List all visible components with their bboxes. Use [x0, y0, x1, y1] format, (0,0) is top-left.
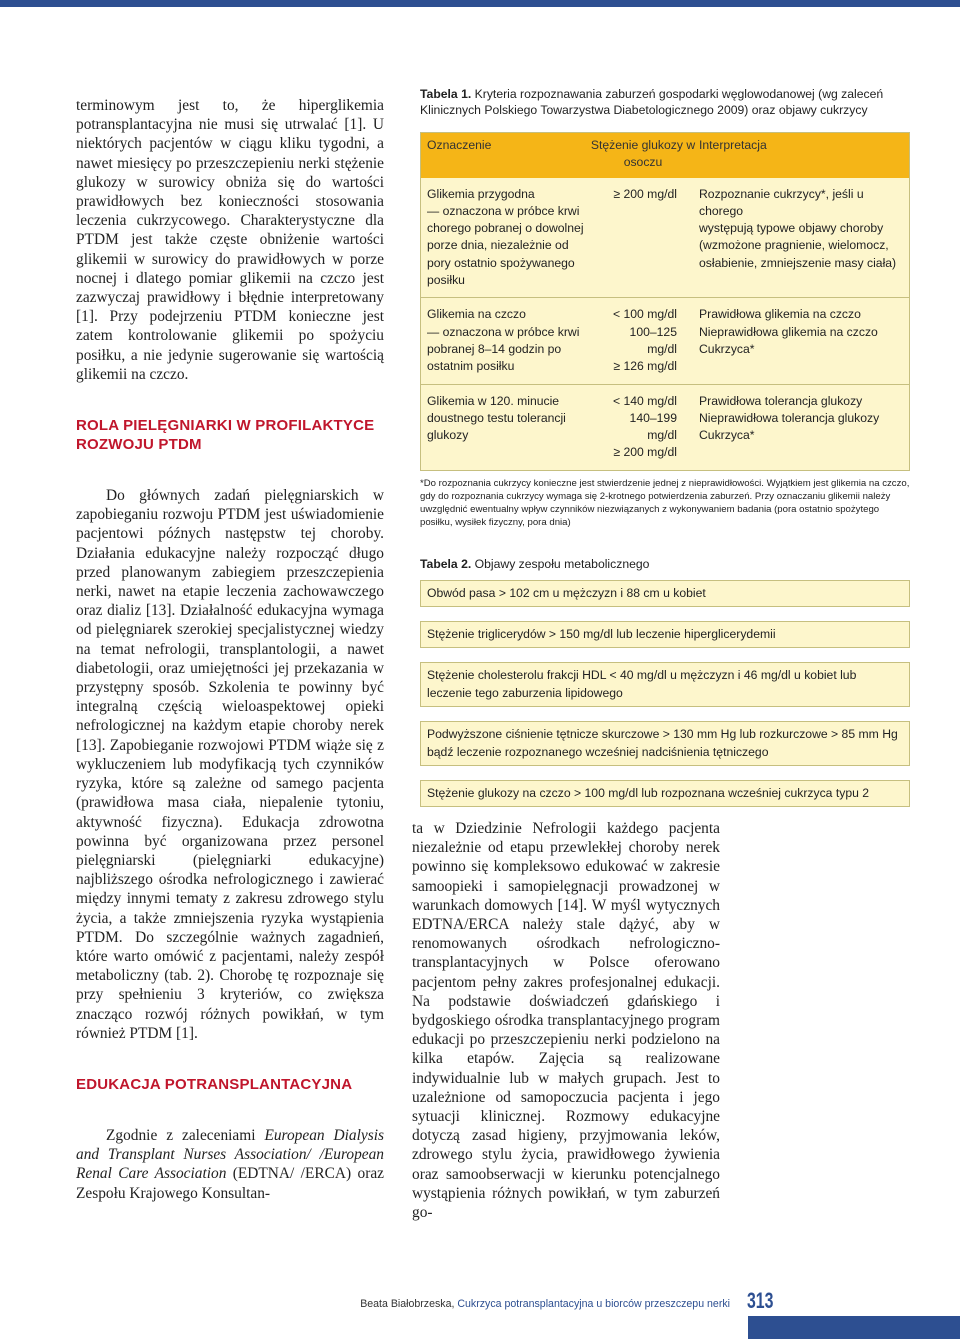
table1-cell-line: (wzmożone pragnienie, wielomocz,: [699, 238, 889, 253]
table1-cell-line: < 100 mg/dl: [612, 307, 677, 322]
table1-cell-line: Rozpoznanie cukrzycy*, jeśli u chorego: [699, 186, 864, 218]
table1-cell-line: Glikemia na czczo: [427, 307, 526, 322]
table1-cell-line: 140–199 mg/dl: [629, 410, 677, 443]
right-column-text: [412, 819, 720, 1222]
body-paragraph-3: [76, 1126, 384, 1203]
table1-cell-line: — oznaczona w próbce krwi: [427, 203, 580, 218]
footer-article-title: Cukrzyca potransplantacyjna u biorców przeszczepu nerki: [457, 1298, 730, 1310]
table1-cell-line: chorego pobranej o dowolnej: [427, 221, 584, 236]
section-heading-nurse-role: ROLA PIELĘGNIARKI W PROFILAKTYCE ROZWOJU PTDM: [76, 417, 375, 454]
table1-cell-line: ostatnim posiłku: [427, 359, 515, 374]
table1-body: [421, 178, 909, 470]
table1-cell-line: ≥ 126 mg/dl: [613, 359, 677, 374]
table1-cell-line: Glikemia w 120. minucie: [427, 393, 560, 408]
table2-item: Stężenie triglicerydów > 150 mg/dl lub leczenie hiperglicerydemii: [420, 621, 910, 648]
body-paragraph-2: Do głównych zadań pielęgniarskich w zapobieganiu rozwoju PTDM jest uświadomienie pacjentowi późnych następstw tej choroby. Działania edukacyjne należy rozpocząć długo przed planowanym zabiegiem przeszczepienia nerki, nawet na etapie leczenia zachowawczego oraz dializ [13]. Działalność edukacyjna wymaga od pielęgniarek szerokiej specjalistycznej wiedzy na temat nefrologii, transplantologii, a nawet diabetologii, oraz umiejętności jej przekazania w przystępny sposób. Szkolenia te powinny być integralną częścią wieloaspektowej opieki nefrologicznej na każdym etapie choroby nerek [13]. Zapobieganie rozwojowi PTDM wiąże się z wykluczeniem lub modyfikacją tych czynników ryzyka, które są zależne od samego pacjenta (prawidłowa masa ciała, niepalenie tytoniu, aktywność fizyczna). Edukacja zdrowotna powinna być organizowana przez personel pielęgniarski (pielęgniarki edukacyjne) najbliższego ośrodka nefrologicznego i zawierać między innymi tematy z zakresu zdrowego stylu życia, a także zmniejszenia ryzyka wystąpienia PTDM. Do szczególnie ważnych zagadnień, które warto omówić z pacjentami, należy zespół metaboliczny (tab. 2). Chorobę tę rozpoznaje się przy spełnieniu 3 kryteriów, co zwiększa znacząco rozwój różnych powikłań, w tym również PTDM [1].: [76, 487, 384, 1042]
table1-cell-line: Prawidłowa glikemia na czczo: [699, 307, 861, 322]
table1-cell-line: Glikemia przygodna: [427, 186, 535, 201]
table1-cell-line: glukozy: [427, 428, 469, 443]
table1-cell-line: osłabienie, zmniejszenie masy ciała): [699, 255, 897, 270]
table1-caption-text: Kryteria rozpoznawania zaburzeń gospodarki węglowodanowej (wg zaleceń Klinicznych Polskiego Towarzystwa Diabetologicznego 2009) oraz objawy cukrzycy: [420, 87, 884, 117]
table1-cell-line: występują typowe objawy choroby: [699, 221, 884, 236]
table1-header-stezenie: Stężenie glukozy w osoczu: [590, 138, 696, 170]
table2-item: Stężenie glukozy na czczo > 100 mg/dl lub rozpoznana wcześniej cukrzyca typu 2: [420, 780, 910, 807]
para3-italic-org: European Dialysis and Transplant Nurses Association/ /European Renal Care Association: [76, 1126, 384, 1183]
table2-item: Podwyższone ciśnienie tętnicze skurczowe > 130 mm Hg lub rozkurczowe > 85 mm Hg bądź leczenie rozpoznanego wcześniej nadciśnienia tętniczego: [420, 721, 910, 766]
table2-item: Stężenie cholesterolu frakcji HDL < 40 mg/dl u mężczyzn i 46 mg/dl u kobiet lub leczenie tego zaburzenia lipidowego: [420, 662, 910, 707]
table1-cell-line: pory ostatnio spożywanego: [427, 255, 575, 270]
table1-cell-col1: [427, 186, 597, 290]
top-color-bar: [0, 0, 960, 7]
table1-cell-col1: [427, 306, 597, 375]
table1-cell-line: Nieprawidłowa tolerancja glukozy: [699, 410, 880, 425]
page-number: 313: [747, 1288, 774, 1313]
table1-cell-line: — oznaczona w próbce krwi: [427, 324, 580, 339]
table1-cell-col3: [699, 186, 903, 290]
table1-cell-line: ≥ 200 mg/dl: [613, 186, 677, 201]
para3-text-c: (EDTNA/ /ERCA) oraz Zespołu Krajowego Konsultan-: [76, 1165, 384, 1202]
table1-cell-line: Prawidłowa tolerancja glukozy: [699, 393, 863, 408]
table1-cell-line: Cukrzyca*: [699, 341, 755, 356]
table1-cell-line: 100–125 mg/dl: [629, 324, 677, 356]
table1-cell-col3: [699, 306, 903, 375]
table1-cell-col2: [597, 306, 699, 375]
table1-cell-line: Nieprawidłowa glikemia na czczo: [699, 324, 878, 339]
table1: [420, 132, 910, 471]
body-paragraph-1: terminowym jest to, że hiperglikemia potransplantacyjna nie musi się utrwalać [1]. U niektórych pacjentów w ciągu kliku tygodni, a nawet miesięcy po przeszczepieniu nerki stężenie glukozy w surowicy obniża się do wartości prawidłowych bez konieczności stosowania leczenia cukrzycowego. Charakterystyczne dla PTDM jest także częste obniżenie wartości glikemii w surowicy do prawidłowych w porze nocnej i dlatego pomiar glikemii na czczo jest zazwyczaj prawidłowy i błędnie interpretowany [1]. Przy podejrzeniu PTDM konieczne jest zatem kontrolowanie glikemii po spożyciu posiłku, a nie jedynie sugerowanie się wartością glikemii na czczo.: [76, 97, 384, 383]
table1-caption: [420, 87, 910, 118]
table1-cell-col2: [597, 186, 699, 290]
table1-cell-col3: [699, 393, 903, 462]
left-column: [76, 96, 384, 1203]
table1-cell-line: doustnego testu tolerancji: [427, 410, 566, 425]
table1-cell-line: posiłku: [427, 273, 465, 288]
table1-cell-col2: [597, 393, 699, 462]
table1-cell-line: ≥ 200 mg/dl: [613, 445, 677, 460]
table1-row: [421, 384, 909, 470]
table1-row: [421, 297, 909, 383]
table1-header-oznaczenie: Oznaczenie: [427, 138, 492, 152]
table2: [420, 580, 910, 807]
table1-label: Tabela 1.: [420, 87, 472, 101]
page-footer: [230, 1298, 730, 1310]
table1-row: [421, 178, 909, 298]
table2-label: Tabela 2.: [420, 556, 472, 571]
table2-caption-text: Objawy zespołu metabolicznego: [471, 556, 650, 571]
table1-cell-line: < 140 mg/dl: [612, 393, 677, 408]
table1-cell-col1: [427, 393, 597, 462]
bottom-color-bar: [748, 1316, 960, 1339]
table1-cell-line: porze dnia, niezależnie od: [427, 238, 569, 253]
table1-cell-line: pobranej 8–14 godzin po: [427, 341, 562, 356]
footer-author: Beata Białobrzeska,: [360, 1298, 458, 1310]
section-heading-posttransplant-education: EDUKACJA POTRANSPLANTACYJNA: [76, 1075, 353, 1093]
table1-header-interpretacja: Interpretacja: [699, 138, 767, 152]
table1-footnote: *Do rozpoznania cukrzycy konieczne jest stwierdzenie jednej z nieprawidłowości. Wyjątkiem jest glikemia na czczo, gdy do rozpoznania cukrzycy wymaga się 2-krotnego potwierdzenia zaburzeń. Przy oznaczaniu glikemii należy uwzględnić ewentualny wpływ czynników niezwiązanych z wykonywaniem badania (pora ostatnio spożytego posiłku, wysiłek fizyczny, pora dnia): [420, 477, 910, 528]
table2-caption: [420, 557, 910, 573]
table2-item: Obwód pasa > 102 cm u mężczyzn i 88 cm u kobiet: [420, 580, 910, 607]
para3-text-a: Zgodnie z zaleceniami: [106, 1126, 265, 1144]
table1-cell-line: Cukrzyca*: [699, 428, 755, 443]
right-column-tables: [420, 87, 910, 821]
body-paragraph-4: ta w Dziedzinie Nefrologii każdego pacjenta niezależnie od etapu przewlekłej choroby nerek powinno się kompleksowo edukować w zakresie samoopieki i samopielęgnacji prowadzonej w warunkach domowych [14]. W myśl wytycznych EDTNA/ERCA należy stale dążyć, aby w renomowanych ośrodkach nefrologiczno-transplantacyjnych w Polsce oferowano pacjentom pełny zakres profesjonalnej edukacji. Na podstawie doświadczeń gdańskiego i bydgoskiego ośrodka transplantacyjnego program edukacji po przeszczepieniu nerki podzielono na kilka etapów. Zajęcia są realizowane indywidualnie lub w małych grupach. Jest to uzależnione od samopoczucia pacjenta i jego sytuacji klinicznej. Rozmowy edukacyjne dotyczą zasad higieny, przyjmowania leków, zdrowego stylu życia, prawidłowego żywienia oraz samoobserwacji w kierunku potencjalnego wystąpienia różnych powikłań, w tym zaburzeń go-: [412, 820, 720, 1222]
table1-header-row: [421, 133, 909, 178]
